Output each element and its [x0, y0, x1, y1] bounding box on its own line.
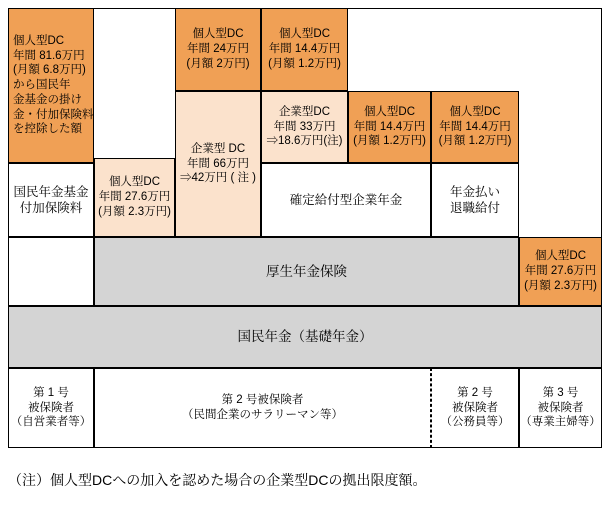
cell-ikogata-dc-27-6-right: [519, 237, 602, 306]
cell-kosei-nenkin-hoken: [94, 237, 519, 306]
cell-kigyogata-dc-33: [261, 91, 348, 163]
cell-line: 年間 33万円: [273, 120, 336, 133]
cell-line: (月額 6.8万円): [13, 64, 86, 77]
cell-line: 個人型DC: [363, 105, 416, 118]
cell-line: 厚生年金保険: [266, 263, 347, 279]
cell-line: （公務員等）: [440, 416, 510, 429]
cell-line: から国民年: [13, 79, 71, 92]
cell-line: ⇒18.6万円(注): [266, 135, 343, 148]
cell-line: 個人型DC: [449, 105, 501, 118]
cell-line: 付加保険料: [19, 201, 83, 215]
cell-line: 年間 66万円: [187, 157, 249, 170]
cell-line: (月額 1.2万円): [438, 135, 512, 148]
cell-line: 個人型DC: [13, 34, 65, 47]
cell-line: （民間企業のサラリーマン等）: [182, 409, 343, 421]
cell-line: （専業主婦等）: [520, 416, 601, 429]
cell-line: 年金払い: [449, 185, 500, 199]
cell-ikogata-dc-27-6-left: [94, 158, 175, 237]
cell-line: 年間 24万円: [187, 43, 249, 56]
cell-line: 退職給付: [449, 201, 500, 215]
cell-line: 個人型DC: [278, 28, 331, 41]
cell-line: ⇒42万円 ( 注 ): [179, 172, 257, 185]
cell-nenkin-barai-taishoku-kyufu: [431, 163, 519, 237]
cell-line: 個人型DC: [192, 28, 244, 41]
cell-dai1go-hihokensha: [8, 368, 94, 448]
cell-ikogata-dc-14-4-right: [431, 91, 519, 163]
cell-ikogata-dc-14-4-komuin: [348, 91, 431, 163]
cell-dai2go-hihokensha-minkan: [94, 368, 431, 448]
cell-line: 年間 27.6万円: [524, 265, 597, 278]
cell-line: (月額 2万円): [186, 57, 250, 70]
cell-line: 国民年金（基礎年金）: [237, 329, 373, 345]
cell-line: 国民年金基金: [13, 185, 89, 199]
cell-line: 被保険者: [452, 401, 498, 414]
cell-line: 第 2 号: [457, 386, 493, 399]
cell-line: 年間 14.4万円: [353, 120, 426, 133]
cell-line: を控除した額: [13, 123, 82, 136]
cell-line: (月額 2.3万円): [524, 279, 597, 292]
cell-line: 企業型DC: [278, 105, 331, 118]
cell-line: 第 3 号: [542, 386, 579, 399]
cell-line: 個人型DC: [108, 176, 161, 189]
cell-line: （自営業者等）: [10, 416, 92, 429]
cell-line: (月額 1.2万円): [353, 135, 426, 148]
cell-line: 年間 81.6万円: [13, 49, 85, 62]
cell-line: 個人型DC: [534, 250, 587, 263]
cell-line: 被保険者: [28, 401, 74, 414]
cell-line: 年間 27.6万円: [98, 191, 171, 204]
cell-kokumin-nenkin-kiso: [8, 306, 602, 368]
cell-ikogata-dc-81-6: [8, 8, 94, 163]
cell-kigyogata-dc-66: [175, 91, 261, 237]
cell-line: 被保険者: [537, 401, 584, 414]
cell-spacer-left: [8, 237, 94, 306]
cell-line: 第 1 号: [33, 386, 69, 399]
cell-dai3go-hihokensha: [519, 368, 602, 448]
cell-dai2go-hihokensha-komuin: [431, 368, 519, 448]
cell-kokumin-nenkin-kikin: [8, 163, 94, 237]
cell-kakutei-kyufu-kigyo-nenkin: [261, 163, 431, 237]
cell-ikogata-dc-24: [175, 8, 261, 91]
cell-line: 確定給付型企業年金: [289, 193, 403, 207]
cell-line: (月額 2.3万円): [98, 205, 171, 218]
cell-line: 第 2 号被保険者: [221, 394, 304, 407]
cell-line: 金基金の掛け: [13, 93, 82, 106]
cell-line: 企業型 DC: [190, 142, 246, 155]
cell-line: 金・付加保険料: [13, 108, 94, 121]
cell-line: 年間 14.4万円: [439, 120, 511, 133]
cell-ikogata-dc-14-4-center: [261, 8, 348, 91]
cell-line: (月額 1.2万円): [268, 57, 341, 70]
footnote: （注）個人型DCへの加入を認めた場合の企業型DCの拠出限度額。: [8, 472, 427, 488]
cell-line: 年間 14.4万円: [268, 43, 341, 56]
